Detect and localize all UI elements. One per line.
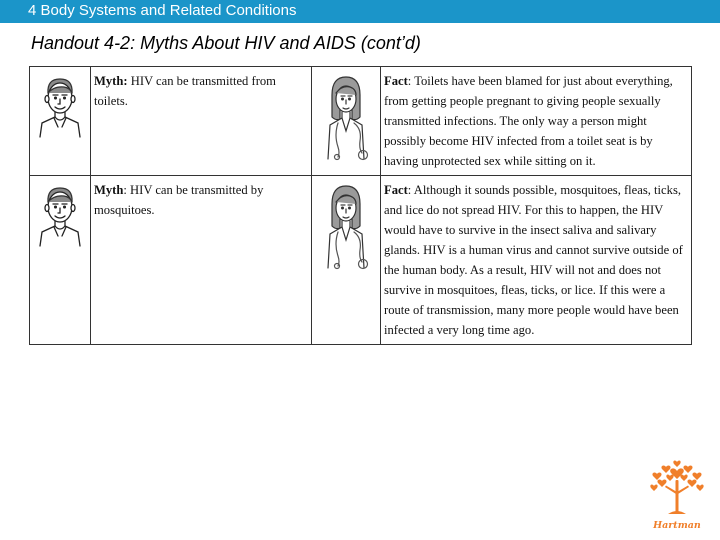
myth-cell [91, 176, 312, 345]
boy-portrait-cell [30, 176, 91, 345]
boy-portrait-cell [30, 67, 91, 176]
fact-text: : Toilets have been blamed for just about everything, from getting people pregnant to giving people sexually transmitted infections. The only way a person might possibly become HIV infected from a toilet seat is by having unprotected sex while sitting on it. [384, 74, 673, 168]
myths-table [29, 66, 692, 345]
fact-label: Fact [384, 74, 408, 88]
nurse-portrait-cell [312, 67, 381, 176]
table-row [30, 176, 692, 345]
hartman-logo [646, 458, 708, 534]
nurse-portrait-icon [316, 180, 376, 270]
myth-cell [91, 67, 312, 176]
header-title: 4 Body Systems and Related Conditions [28, 2, 297, 19]
nurse-portrait-cell [312, 176, 381, 345]
fact-cell [381, 176, 692, 345]
myth-label: Myth [94, 183, 124, 197]
header-bar [0, 0, 720, 23]
boy-portrait-icon [34, 71, 86, 139]
nurse-portrait-icon [316, 71, 376, 161]
fact-text: : Although it sounds possible, mosquitoes, fleas, ticks, and lice do not spread HIV. For this to happen, the HIV would have to survive in the insect saliva and salivary glands. HIV is a human virus and cannot survive outside of the human body. As a result, HIV will not and does not survive in mosquitoes, fleas, ticks, or lice. If this were a route of transmission, many more people would have been infected a very long time ago. [384, 183, 683, 337]
myth-label: Myth: [94, 74, 128, 88]
table-row [30, 67, 692, 176]
boy-portrait-icon [34, 180, 86, 248]
fact-label: Fact [384, 183, 408, 197]
myth-text: : HIV can be transmitted by mosquitoes. [94, 183, 264, 217]
handout-title: Handout 4-2: Myths About HIV and AIDS (cont’d) [31, 33, 421, 53]
logo-text: Hartman [653, 520, 701, 531]
myth-text: HIV can be transmitted from toilets. [94, 74, 276, 108]
fact-cell [381, 67, 692, 176]
